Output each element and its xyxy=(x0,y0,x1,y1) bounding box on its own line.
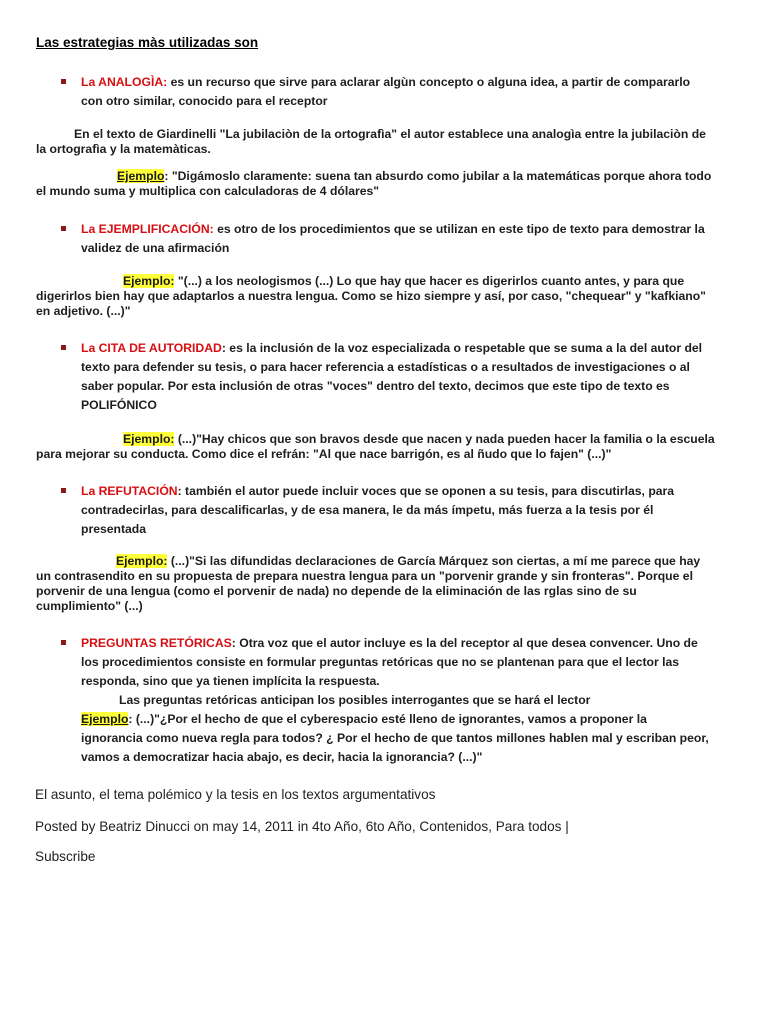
analogia-paragraph: En el texto de Giardinelli "La jubilaciòn de la ortografìa" el autor establece una analogìa entre la jubilaciòn de la ortografìa y la matemàticas. xyxy=(36,127,706,156)
ejemplo-label: Ejemplo xyxy=(81,712,129,726)
analogia-definition: La ANALOGÌA: es un recurso que sirve para aclarar algùn concepto o alguna idea, a partir de compararlo con otro similar, conocido para el receptor xyxy=(81,75,691,108)
subscribe-link[interactable]: Subscribe xyxy=(35,849,96,864)
ejemplificacion-label: La EJEMPLIFICACIÓN: xyxy=(81,222,214,236)
ejemplo-label: Ejemplo: xyxy=(123,432,175,446)
cita-definition: La CITA DE AUTORIDAD: es la inclusión de la voz especializada o respetable que se suma a la del autor del texto para defender su tesis, o para hacer referencia a estadísticas o a resultados de investigaciones o al saber popular. Por esta inclusión de otras "voces" dentro del texto, decimos que este tipo de texto es POLIFÓNICO xyxy=(81,341,703,412)
post-meta: Posted by Beatriz Dinucci on may 14, 2011 in 4to Año, 6to Año, Contenidos, Para todos | xyxy=(35,819,569,834)
bullet-icon xyxy=(61,488,66,493)
related-post-link[interactable]: El asunto, el tema polémico y la tesis en los textos argumentativos xyxy=(35,787,436,802)
ejemplo-label: Ejemplo: xyxy=(116,554,168,568)
ejemplo-label: Ejemplo: xyxy=(123,274,175,288)
refutacion-example: Ejemplo: (...)"Si las difundidas declaraciones de García Márquez son ciertas, a mí me parece que hay un contrasendito en su propuesta de prepara nuestra lengua para un "porvenir grande y sin fronteras". Porque el porvenir de una lengua (como el porvenir de nada) no depende de la eliminación de las rglas sino de su cumplimiento" (...) xyxy=(36,554,701,613)
ejemplificacion-example: Ejemplo: "(...) a los neologismos (...) Lo que hay que hacer es digerirlos cuanto antes, y para que digerirlos bien hay que adaptarlos a nuestra lengua. Como se hizo siempre y así, por caso, "chequear" y "kafkiano" en adjetivo. (...)" xyxy=(36,274,706,318)
preguntas-label: PREGUNTAS RETÓRICAS xyxy=(81,636,232,650)
refutacion-label: La REFUTACIÓN xyxy=(81,484,178,498)
analogia-label: La ANALOGÌA: xyxy=(81,75,168,89)
ejemplo-label: Ejemplo xyxy=(117,169,165,183)
bullet-icon xyxy=(61,226,66,231)
preguntas-definition: PREGUNTAS RETÓRICAS: Otra voz que el autor incluye es la del receptor al que desea convencer. Uno de los procedimientos consiste en formular preguntas retóricas que no se plantenan para que el lector las responda, sino que ya tienen implícita la respuesta. Las preguntas retóricas anticipan los posibles interrogantes que se hará el lector Ejemplo: (...)"¿Por el hecho de que el cyberespacio esté lleno de ignorantes, vamos a proponer la ignorancia como nueva regla para todos? ¿ Por el hecho de que tantos millones hablen mal y escriban peor, vamos a democratizar hacia abajo, es decir, hacia la ignorancia? (...)" xyxy=(81,636,709,764)
cita-example: Ejemplo: (...)"Hay chicos que son bravos desde que nacen y nada pueden hacer la familia o la escuela para mejorar su conducta. Como dice el refrán: "Al que nace barrigón, es al ñudo que lo fajen" (...)" xyxy=(36,432,715,461)
bullet-icon xyxy=(61,640,66,645)
ejemplificacion-definition: La EJEMPLIFICACIÓN: es otro de los procedimientos que se utilizan en este tipo de texto para demostrar la validez de una afirmación xyxy=(81,222,705,255)
cita-label: La CITA DE AUTORIDAD xyxy=(81,341,222,355)
bullet-icon xyxy=(61,79,66,84)
refutacion-definition: La REFUTACIÓN: también el autor puede incluir voces que se oponen a su tesis, para discutirlas, para contradecirlas, para descalificarlas, y de esa manera, le da más ímpetu, más fuerza a la tesis por él presentada xyxy=(81,484,675,536)
analogia-example: Ejemplo: "Digámoslo claramente: suena tan absurdo como jubilar a la matemáticas porque ahora todo el mundo suma y multiplica con calculadoras de 4 dólares" xyxy=(36,169,712,198)
bullet-icon xyxy=(61,345,66,350)
page-title: Las estrategias màs utilizadas son xyxy=(36,35,259,50)
